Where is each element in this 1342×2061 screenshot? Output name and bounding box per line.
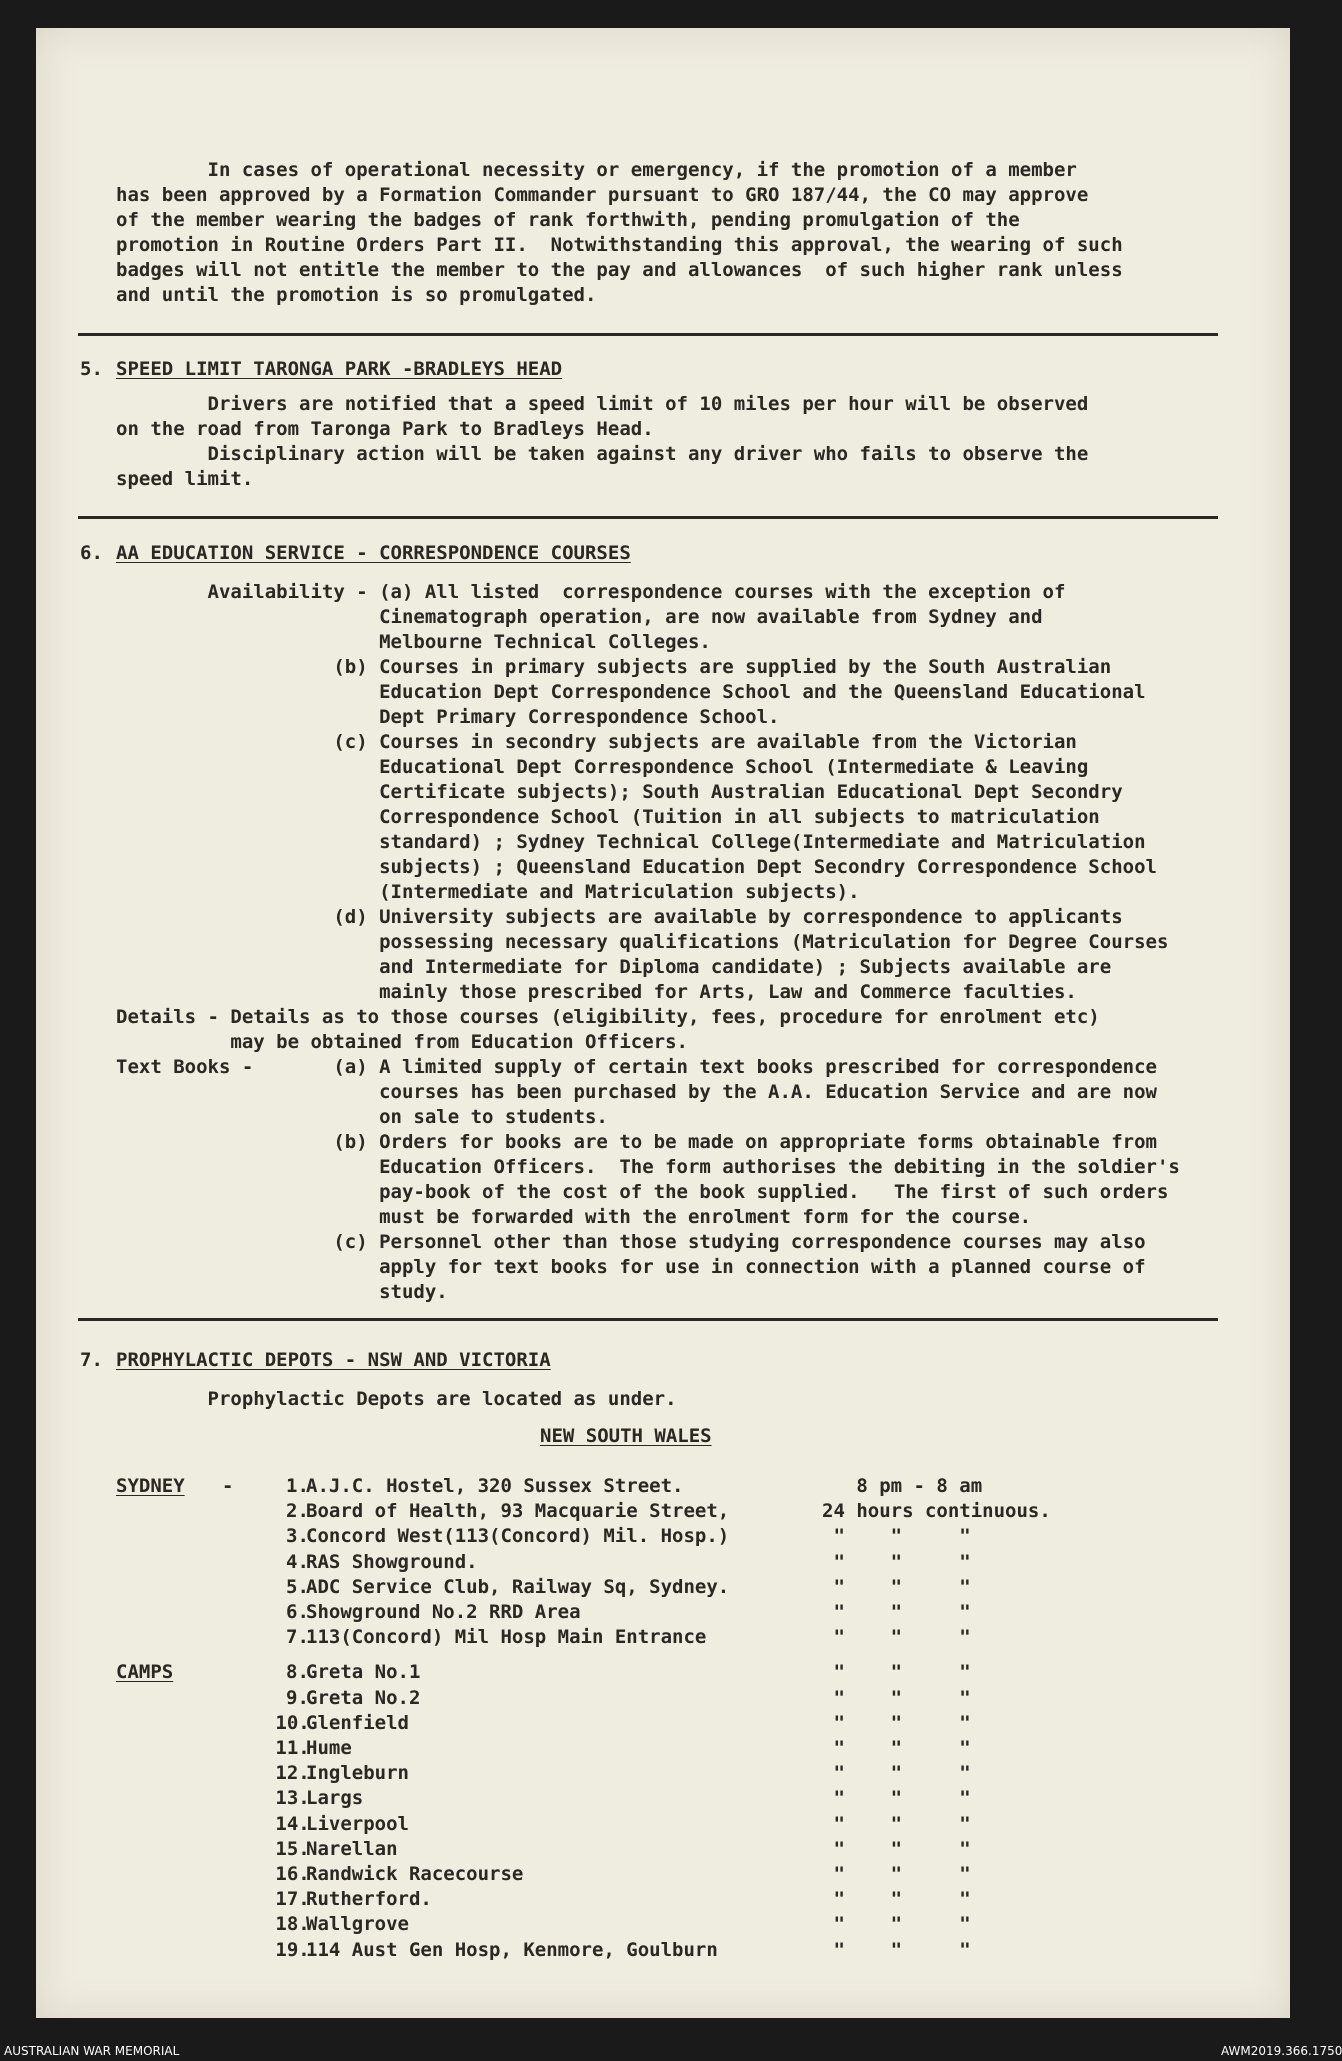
section-6-line: (c) Personnel other than those studying correspondence courses may also xyxy=(116,1231,1146,1253)
section-6-line: Details - Details as to those courses (eligibility, fees, procedure for enrolment etc) xyxy=(116,1006,1100,1028)
group-label-camps: CAMPS xyxy=(116,1661,174,1684)
depot-hours: " " " xyxy=(822,1550,971,1573)
section-6-line: standard) ; Sydney Technical College(Intermediate and Matriculation xyxy=(116,831,1146,853)
depot-location: Ingleburn xyxy=(306,1762,409,1785)
section-6-line: possessing necessary qualifications (Matriculation for Degree Courses xyxy=(116,931,1169,953)
section-6-line: Education Officers. The form authorises the debiting in the soldier's xyxy=(116,1156,1180,1178)
depot-number: 8. xyxy=(286,1661,309,1684)
depot-location: Largs xyxy=(306,1787,364,1810)
depot-location: Showground No.2 RRD Area xyxy=(306,1601,581,1623)
depot-number: 4. xyxy=(286,1550,309,1573)
intro-line: badges will not entitle the member to the pay and allowances of such higher rank unless xyxy=(116,259,1123,281)
section-divider xyxy=(78,1318,1218,1321)
section-6-line: Education Dept Correspondence School and the Queensland Educational xyxy=(116,681,1146,703)
section-6-line: Text Books - (a) A limited supply of certain text books prescribed for correspondence xyxy=(116,1056,1157,1078)
section-6-line: (b) Courses in primary subjects are supplied by the South Australian xyxy=(116,656,1112,678)
section-number: 5. xyxy=(80,358,103,380)
section-6-line: pay-book of the cost of the book supplied. The first of such orders xyxy=(116,1181,1169,1203)
depot-hours: " " " xyxy=(822,1762,971,1785)
depot-location: Greta No.1 xyxy=(306,1661,421,1684)
section-6-line: must be forwarded with the enrolment form for the course. xyxy=(116,1206,1032,1228)
section-5-line: Disciplinary action will be taken against any driver who fails to observe the xyxy=(116,443,1089,465)
depot-number: 15. xyxy=(275,1837,310,1860)
section-6-line: mainly those prescribed for Arts, Law and Commerce faculties. xyxy=(116,981,1077,1003)
depot-location: Rutherford. xyxy=(306,1888,432,1911)
section-number: 6. xyxy=(80,542,103,564)
section-6-line: subjects) ; Queensland Education Dept Secondry Correspondence School xyxy=(116,856,1157,878)
depot-number: 7. xyxy=(286,1626,309,1649)
depot-location: Randwick Racecourse xyxy=(306,1863,524,1885)
section-heading: PROPHYLACTIC DEPOTS - NSW AND VICTORIA xyxy=(116,1349,551,1371)
depot-number: 9. xyxy=(286,1686,309,1709)
section-6-line: Melbourne Technical Colleges. xyxy=(116,631,711,653)
depot-number: 3. xyxy=(286,1525,309,1548)
group-dash: - xyxy=(222,1475,234,1497)
intro-line: In cases of operational necessity or emergency, if the promotion of a member xyxy=(116,159,1077,181)
depot-hours: " " " xyxy=(822,1626,971,1649)
depot-number: 19. xyxy=(275,1938,310,1961)
depot-location: ADC Service Club, Railway Sq, Sydney. xyxy=(306,1575,730,1598)
depot-number: 11. xyxy=(275,1737,310,1759)
section-6-line: (c) Courses in secondry subjects are available from the Victorian xyxy=(116,731,1077,753)
intro-line: and until the promotion is so promulgated. xyxy=(116,284,597,306)
intro-line: has been approved by a Formation Commander pursuant to GRO 187/44, the CO may approve xyxy=(116,184,1089,206)
depot-hours: " " " xyxy=(822,1812,971,1835)
depot-number: 18. xyxy=(275,1913,310,1936)
depot-hours: 24 hours continuous. xyxy=(822,1500,1051,1523)
depot-location: 114 Aust Gen Hosp, Kenmore, Goulburn xyxy=(306,1938,718,1961)
depot-location: 113(Concord) Mil Hosp Main Entrance xyxy=(306,1626,707,1649)
section-6-line: (b) Orders for books are to be made on appropriate forms obtainable from xyxy=(116,1131,1157,1153)
depot-number: 13. xyxy=(275,1787,310,1810)
section-6-line: apply for text books for use in connection with a planned course of xyxy=(116,1256,1146,1278)
section-6-line: (Intermediate and Matriculation subjects). xyxy=(116,881,860,903)
depot-number: 16. xyxy=(275,1863,310,1885)
section-divider xyxy=(78,516,1218,519)
footer-reference: AWM2019.366.1750 xyxy=(1221,2044,1342,2058)
section-6-line: Educational Dept Correspondence School (Intermediate & Leaving xyxy=(116,756,1089,778)
section-6-line: study. xyxy=(116,1281,448,1303)
intro-line: promotion in Routine Orders Part II. Notwithstanding this approval, the wearing of such xyxy=(116,234,1123,256)
section-6-line: Certificate subjects); South Australian Educational Dept Secondry xyxy=(116,781,1123,803)
depot-hours: " " " xyxy=(822,1837,971,1860)
section-divider xyxy=(78,333,1218,336)
depot-location: Glenfield xyxy=(306,1711,409,1734)
depot-number: 17. xyxy=(275,1888,310,1911)
depot-location: Concord West(113(Concord) Mil. Hosp.) xyxy=(306,1525,730,1548)
depot-hours: " " " xyxy=(822,1711,971,1734)
section-6-line: Cinematograph operation, are now available from Sydney and xyxy=(116,606,1043,628)
section-6-line: Dept Primary Correspondence School. xyxy=(116,706,780,728)
depot-location: Hume xyxy=(306,1737,352,1759)
section-heading: SPEED LIMIT TARONGA PARK -BRADLEYS HEAD xyxy=(116,358,563,380)
intro-line: of the member wearing the badges of rank forthwith, pending promulgation of the xyxy=(116,209,1020,231)
depot-hours: " " " xyxy=(822,1913,971,1936)
depot-hours: " " " xyxy=(822,1601,971,1623)
depot-number: 14. xyxy=(275,1812,310,1835)
depot-hours: " " " xyxy=(822,1787,971,1810)
region-subheading: NEW SOUTH WALES xyxy=(540,1425,712,1447)
section-6-line: may be obtained from Education Officers. xyxy=(116,1031,688,1053)
section-6-line: on sale to students. xyxy=(116,1106,608,1128)
section-6-line: courses has been purchased by the A.A. Education Service and are now xyxy=(116,1081,1157,1103)
depot-location: Liverpool xyxy=(306,1812,409,1835)
section-6-line: Correspondence School (Tuition in all subjects to matriculation xyxy=(116,806,1100,828)
depot-hours: " " " xyxy=(822,1686,971,1709)
section-5-line: on the road from Taronga Park to Bradleys Head. xyxy=(116,418,654,440)
section-heading: AA EDUCATION SERVICE - CORRESPONDENCE COURSES xyxy=(116,542,631,564)
group-label-sydney: SYDNEY xyxy=(116,1475,185,1497)
depot-number: 6. xyxy=(286,1601,309,1623)
depot-number: 5. xyxy=(286,1575,309,1598)
depot-hours: " " " xyxy=(822,1661,971,1684)
section-5-line: Drivers are notified that a speed limit of 10 miles per hour will be observed xyxy=(116,393,1089,415)
depot-number: 2. xyxy=(286,1500,309,1523)
depot-hours: " " " xyxy=(822,1575,971,1598)
section-6-line: and Intermediate for Diploma candidate) ; Subjects available are xyxy=(116,956,1112,978)
section-5-line: speed limit. xyxy=(116,468,254,490)
depot-location: Narellan xyxy=(306,1837,398,1860)
depot-location: RAS Showground. xyxy=(306,1550,478,1573)
depot-location: Greta No.2 xyxy=(306,1686,421,1709)
depot-hours: " " " xyxy=(822,1888,971,1911)
depot-hours: " " " xyxy=(822,1525,971,1548)
depot-hours: " " " xyxy=(822,1863,971,1885)
depot-number: 10. xyxy=(275,1711,310,1734)
depot-hours: 8 pm - 8 am xyxy=(822,1475,983,1497)
section-number: 7. xyxy=(80,1349,103,1371)
depot-number: 12. xyxy=(275,1762,310,1785)
depot-location: Board of Health, 93 Macquarie Street, xyxy=(306,1500,730,1523)
depot-location: Wallgrove xyxy=(306,1913,409,1936)
section-6-line: Availability - (a) All listed correspondence courses with the exception of xyxy=(116,581,1066,603)
depot-hours: " " " xyxy=(822,1737,971,1759)
depot-location: A.J.C. Hostel, 320 Sussex Street. xyxy=(306,1475,684,1497)
depot-number: 1. xyxy=(286,1475,309,1497)
depot-hours: " " " xyxy=(822,1938,971,1961)
section-6-line: (d) University subjects are available by correspondence to applicants xyxy=(116,906,1123,928)
footer-institution: AUSTRALIAN WAR MEMORIAL xyxy=(4,2044,180,2058)
section-7-intro: Prophylactic Depots are located as under. xyxy=(116,1388,677,1410)
